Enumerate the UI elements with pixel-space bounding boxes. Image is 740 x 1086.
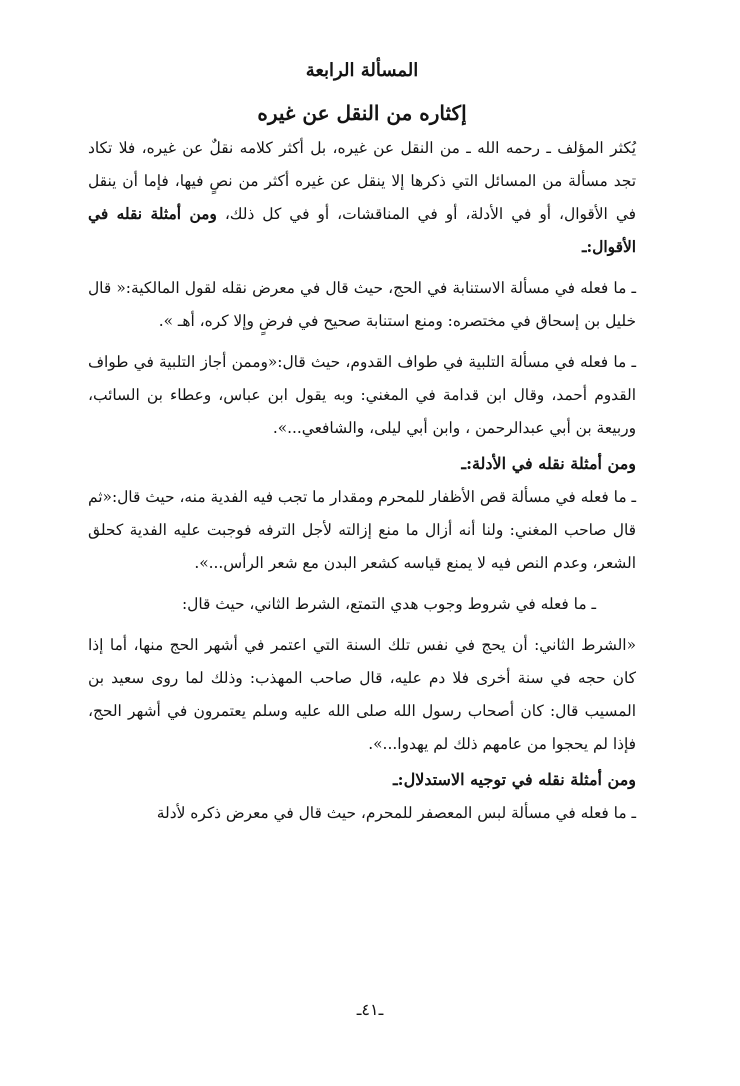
paragraph-istinaba: ـ ما فعله في مسألة الاستنابة في الحج، حيث قال في معرض نقله لقول المالكية:« قال خليل بن إسحاق في مختصره: ومنع استنابة صحيح في فرضٍ وإلا كره، أهـ ». bbox=[88, 279, 636, 330]
page-number: ـ٤١ـ bbox=[356, 1000, 384, 1019]
page-heading: إكثاره من النقل عن غيره bbox=[257, 101, 467, 125]
intro-paragraph bbox=[88, 132, 636, 264]
document-page bbox=[88, 50, 636, 830]
paragraph-talbiya: ـ ما فعله في مسألة التلبية في طواف القدوم، حيث قال:«وممن أجاز التلبية في طواف القدوم أحمد، وقال ابن قدامة في المغني: وبه يقول ابن عباس، وعطاء بن السائب، وربيعة بن أبي عبدالرحمن ، وابن أبي ليلى، والشافعي...». bbox=[88, 353, 636, 437]
subhead-reasoning: ومن أمثلة نقله في توجيه الاستدلال:ـ bbox=[392, 770, 636, 789]
subhead-evidence: ومن أمثلة نقله في الأدلة:ـ bbox=[461, 454, 636, 473]
paragraph-muasfar: ـ ما فعله في مسألة لبس المعصفر للمحرم، حيث قال في معرض ذكره لأدلة bbox=[156, 804, 636, 822]
paragraph-nails: ـ ما فعله في مسألة قص الأظفار للمحرم ومقدار ما تجب فيه الفدية منه، حيث قال:«ثم قال صاحب المغني: ولنا أنه أزال ما منع إزالته لأجل الترفه فوجبت عليه الفدية كحلق الشعر، وعدم النص فيه لا يمنع قياسه كشعر البدن مع شعر الرأس...». bbox=[88, 488, 636, 572]
paragraph-tamattu-intro: ـ ما فعله في شروط وجوب هدي التمتع، الشرط الثاني، حيث قال: bbox=[181, 595, 596, 613]
intro-text: يُكثر المؤلف ـ رحمه الله ـ من النقل عن غيره، بل أكثر كلامه نقلٌ عن غيره، فلا تكاد تجد مسألة من المسائل التي ذكرها إلا ينقل عن غيره أكثر من نصٍ فيها، فإما أن ينقل في الأقوال، أو في الأدلة، أو في المناقشات، أو في كل ذلك، bbox=[88, 139, 637, 223]
intro-bold-subhead: ومن أمثلة نقله في الأقوال:ـ bbox=[88, 205, 636, 256]
paragraph-tamattu-quote: «الشرط الثاني: أن يحج في نفس تلك السنة التي اعتمر في أشهر الحج منها، أما إذا كان حجه في سنة أخرى فلا دم عليه، قال صاحب المهذب: وذلك لما روى سعيد بن المسيب قال: كان أصحاب رسول الله صلى الله عليه وسلم يعتمرون في أشهر الحج، فإذا لم يحجوا من عامهم ذلك لم يهدوا...». bbox=[88, 636, 636, 753]
section-title: المسألة الرابعة bbox=[305, 60, 419, 81]
